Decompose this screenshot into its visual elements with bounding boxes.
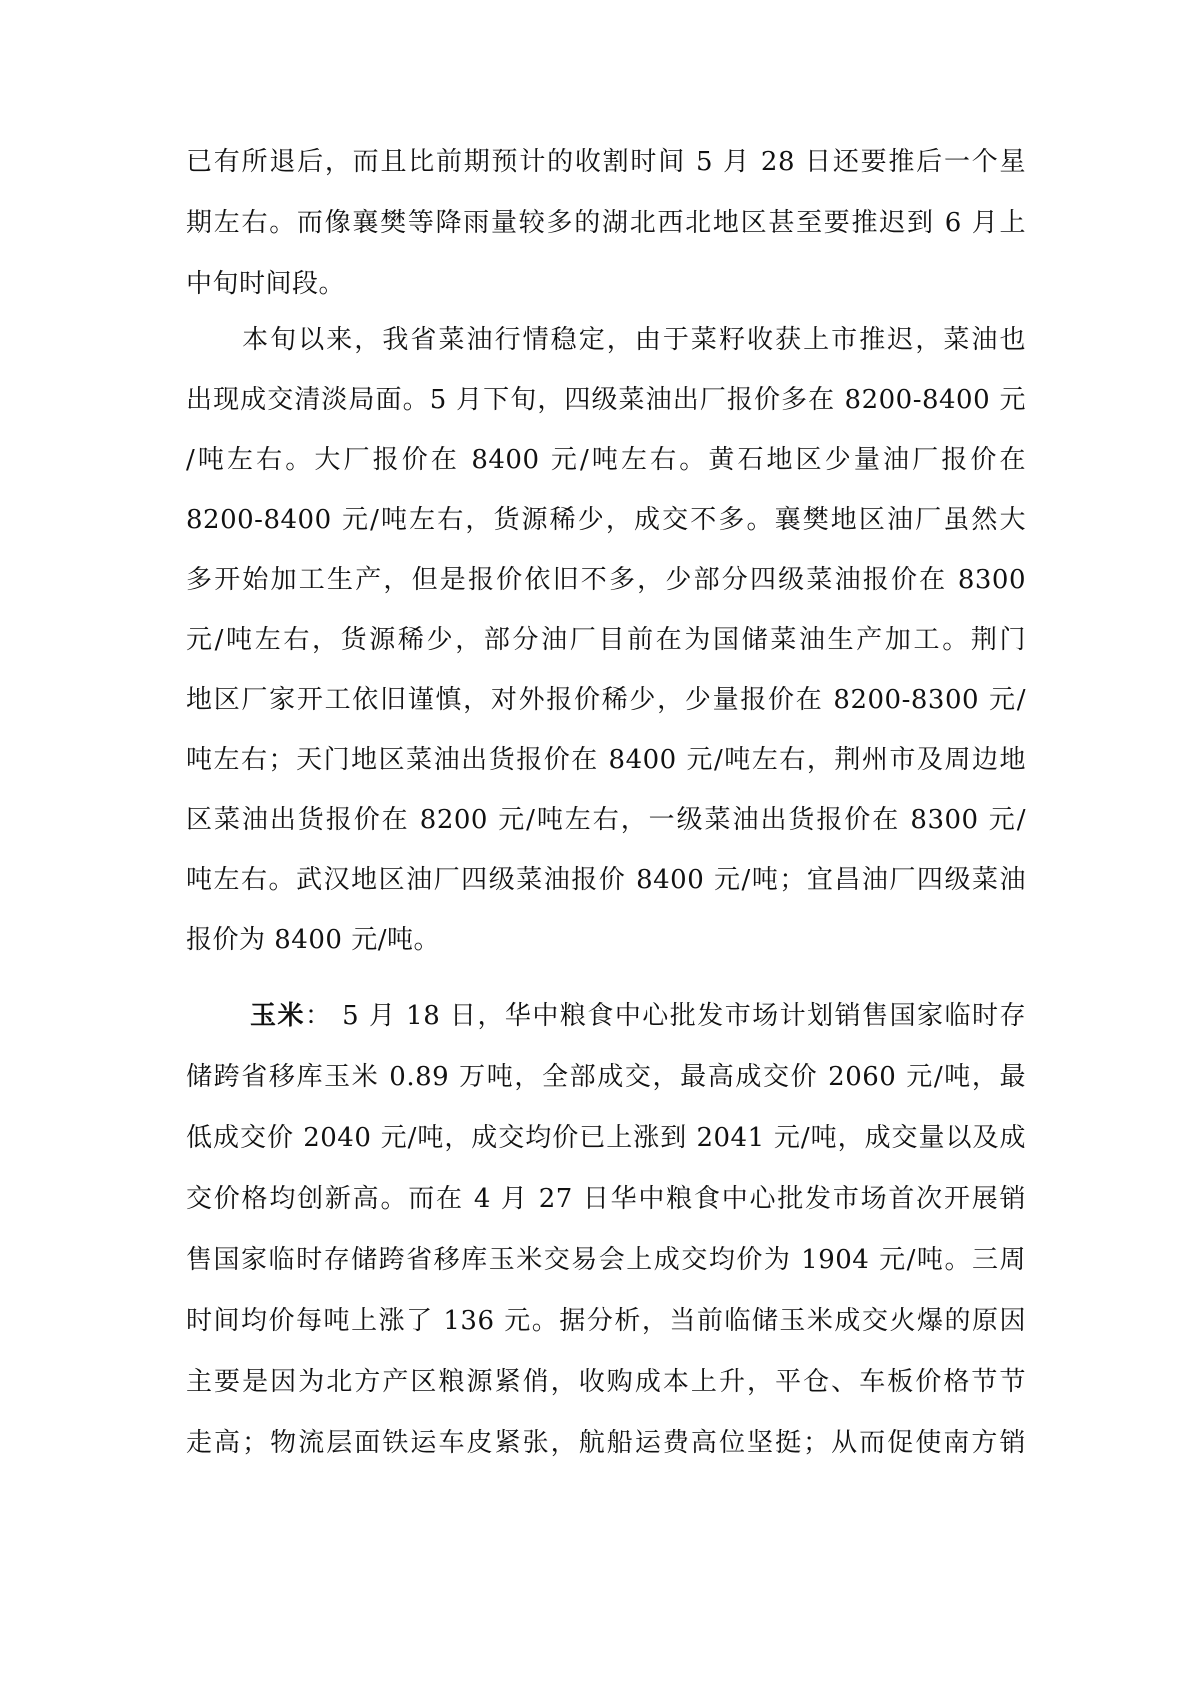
text-line-first [186, 996, 1026, 1036]
text-line: 储跨省移库玉米 0.89 万吨，全部成交，最高成交价 2060 元/吨，最 [186, 1062, 1026, 1092]
text-line: 低成交价 2040 元/吨，成交均价已上涨到 2041 元/吨，成交量以及成 [186, 1123, 1026, 1153]
text-line: 本旬以来，我省菜油行情稳定，由于菜籽收获上市推迟，菜油也 [186, 325, 1026, 355]
section-label-corn: 玉米 [250, 1001, 305, 1031]
text-line: 时间均价每吨上涨了 136 元。据分析，当前临储玉米成交火爆的原因 [186, 1306, 1026, 1336]
text-line: 主要是因为北方产区粮源紧俏，收购成本上升，平仓、车板价格节节 [186, 1367, 1026, 1397]
text-line: 地区厂家开工依旧谨慎，对外报价稀少，少量报价在 8200-8300 元/ [186, 685, 1026, 715]
text-line: 售国家临时存储跨省移库玉米交易会上成交均价为 1904 元/吨。三周 [186, 1245, 1026, 1275]
text-line: 吨左右；天门地区菜油出货报价在 8400 元/吨左右，荆州市及周边地 [186, 745, 1026, 775]
text-line: 交价格均创新高。而在 4 月 27 日华中粮食中心批发市场首次开展销 [186, 1184, 1026, 1214]
text-line: 多开始加工生产，但是报价依旧不多，少部分四级菜油报价在 8300 [186, 565, 1026, 595]
text-line: 8200-8400 元/吨左右，货源稀少，成交不多。襄樊地区油厂虽然大 [186, 505, 1026, 535]
text-line: 区菜油出货报价在 8200 元/吨左右，一级菜油出货报价在 8300 元/ [186, 805, 1026, 835]
text-line: 出现成交清淡局面。5 月下旬，四级菜油出厂报价多在 8200-8400 元 [186, 385, 1026, 415]
text-line: 报价为 8400 元/吨。 [186, 925, 440, 955]
text-line: 中旬时间段。 [186, 269, 346, 299]
text-line: /吨左右。大厂报价在 8400 元/吨左右。黄石地区少量油厂报价在 [186, 445, 1026, 475]
text-line: 已有所退后，而且比前期预计的收割时间 5 月 28 日还要推后一个星 [186, 147, 1026, 177]
text-line: 吨左右。武汉地区油厂四级菜油报价 8400 元/吨；宜昌油厂四级菜油 [186, 865, 1026, 895]
text-run: ： 5 月 18 日，华中粮食中心批发市场计划销售国家临时存 [304, 1001, 1026, 1031]
text-line: 元/吨左右，货源稀少，部分油厂目前在为国储菜油生产加工。荆门 [186, 625, 1026, 655]
text-line: 走高；物流层面铁运车皮紧张，航船运费高位坚挺；从而促使南方销 [186, 1428, 1026, 1458]
text-line: 期左右。而像襄樊等降雨量较多的湖北西北地区甚至要推迟到 6 月上 [186, 208, 1026, 238]
